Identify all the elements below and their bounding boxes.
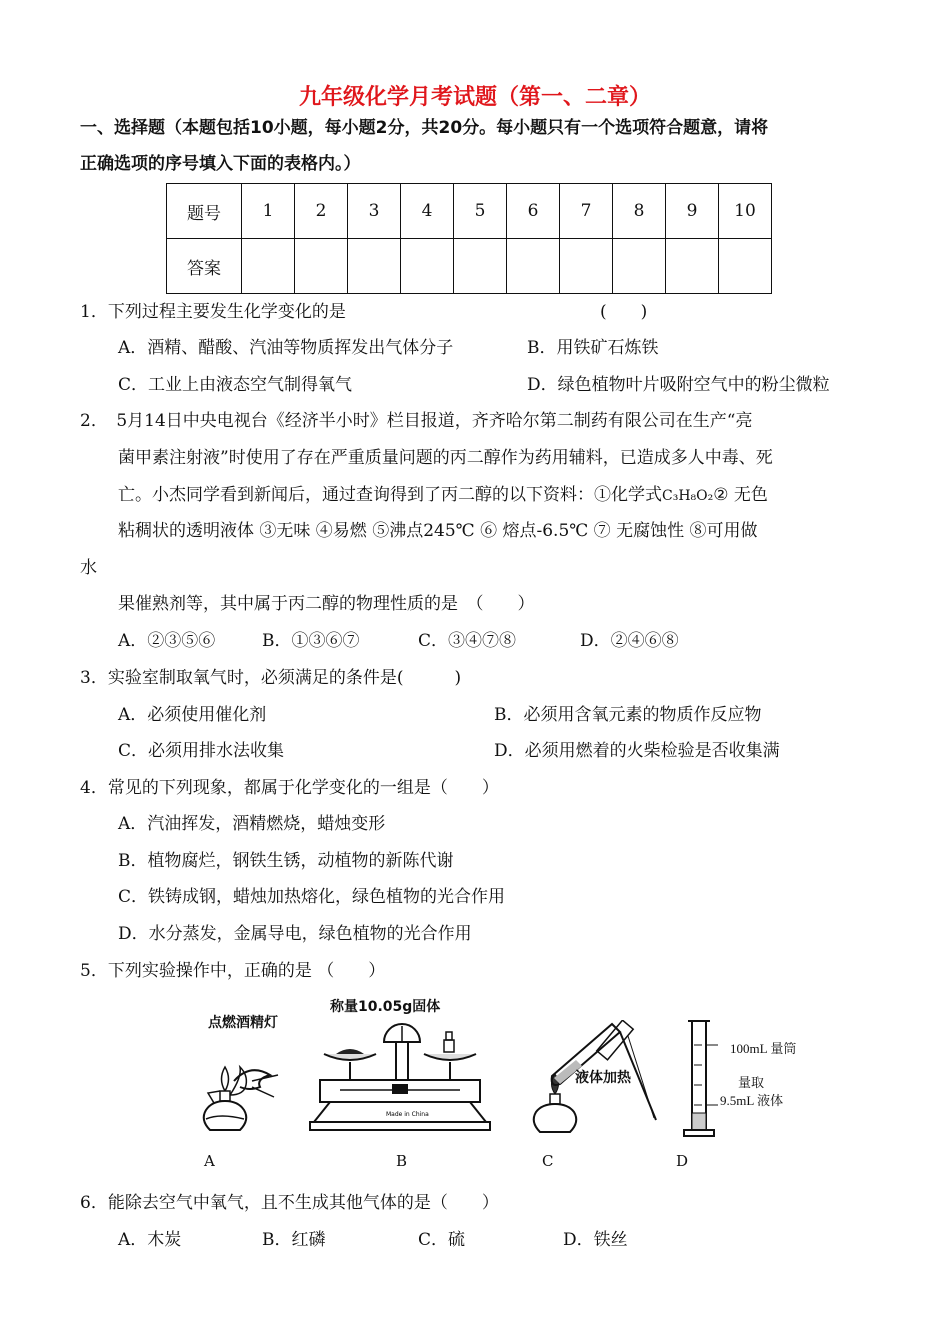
- row-label-answer: 答案: [167, 239, 242, 294]
- answer-cell[interactable]: [719, 239, 772, 294]
- answer-cell[interactable]: [613, 239, 666, 294]
- answer-cell[interactable]: [295, 239, 348, 294]
- q2-line4: 粘稠状的透明液体 ③无味 ④易燃 ⑤沸点245℃ ⑥ 熔点-6.5℃ ⑦ 无腐蚀性 ⑧可用做: [118, 521, 758, 541]
- q2-line1: 2． 5月14日中央电视台《经济半小时》栏目报道，齐齐哈尔第二制药有限公司在生产“亮: [80, 411, 753, 431]
- answer-cell[interactable]: [348, 239, 401, 294]
- fig-b-label: 称量10.05g固体: [330, 999, 441, 1015]
- q1-option-d: D．绿色植物叶片吸附空气中的粉尘微粒: [527, 375, 830, 395]
- answer-table: [166, 183, 772, 294]
- q6-option-a: A．木炭: [118, 1230, 182, 1250]
- q2-formula: C₃H₈O₂: [662, 488, 714, 504]
- answer-cell[interactable]: [666, 239, 719, 294]
- answer-cell[interactable]: [454, 239, 507, 294]
- q1-option-a: A．酒精、醋酸、汽油等物质挥发出气体分子: [118, 338, 454, 358]
- q2-line2: 菌甲素注射液”时使用了存在严重质量问题的丙二醇作为药用辅料，已造成多人中毒、死: [118, 448, 773, 468]
- table-cell: 5: [454, 184, 507, 239]
- q3-option-d: D．必须用燃着的火柴检验是否收集满: [494, 741, 780, 761]
- q2-line6: 果催熟剂等，其中属于丙二醇的物理性质的是 （ ）: [118, 594, 535, 614]
- q1-option-c: C．工业上由液态空气制得氧气: [118, 375, 353, 395]
- page-title: 九年级化学月考试题（第一、二章）: [298, 85, 651, 110]
- table-cell: 10: [719, 184, 772, 239]
- balance-plate-text: Made in China: [386, 1111, 429, 1118]
- fig-d-label-cylinder: 100mL 量筒: [730, 1041, 797, 1056]
- q3-option-a: A．必须使用催化剂: [118, 705, 267, 725]
- q6-option-c: C．硫: [418, 1230, 466, 1250]
- q2-option-a: A．②③⑤⑥: [118, 631, 216, 651]
- q3-option-b: B．必须用含氧元素的物质作反应物: [494, 705, 762, 725]
- q4-option-c: C．铁铸成钢，蜡烛加热熔化，绿色植物的光合作用: [118, 887, 506, 907]
- answer-cell[interactable]: [560, 239, 613, 294]
- q2-option-c: C．③④⑦⑧: [418, 631, 517, 651]
- q6-stem: 6．能除去空气中氧气，且不生成其他气体的是（ ）: [80, 1193, 499, 1213]
- table-cell: 6: [507, 184, 560, 239]
- q4-stem: 4．常见的下列现象，都属于化学变化的一组是（ ）: [80, 778, 499, 798]
- fig-d-option: D: [676, 1152, 689, 1170]
- table-cell: 1: [242, 184, 295, 239]
- table-cell: 2: [295, 184, 348, 239]
- row-label-number: 题号: [167, 184, 242, 239]
- alcohol-lamp-lighting-figure: [190, 1035, 280, 1140]
- q6-option-b: B．红磷: [262, 1230, 326, 1250]
- q1-stem: 1．下列过程主要发生化学变化的是: [80, 302, 346, 322]
- q3-option-c: C．必须用排水法收集: [118, 741, 285, 761]
- fig-d-label-measure: 量取: [738, 1075, 765, 1090]
- fig-b-option: B: [396, 1152, 408, 1170]
- q1-blank: ( ): [600, 302, 648, 322]
- answer-cell[interactable]: [507, 239, 560, 294]
- section-heading-line2: 正确选项的序号填入下面的表格内。）: [80, 154, 361, 174]
- section-heading-line1: 一、选择题（本题包括10小题，每小题2分，共20分。每小题只有一个选项符合题意，请将: [80, 118, 769, 138]
- table-cell: 4: [401, 184, 454, 239]
- table-cell: 9: [666, 184, 719, 239]
- q6-option-d: D．铁丝: [563, 1230, 628, 1250]
- fig-c-option: C: [542, 1152, 554, 1170]
- table-cell: 3: [348, 184, 401, 239]
- table-cell: 7: [560, 184, 613, 239]
- q4-option-a: A．汽油挥发，酒精燃烧，蜡烛变形: [118, 814, 386, 834]
- q2-line3-text: 亡。小杰同学看到新闻后，通过查询得到了丙二醇的以下资料：①化学式: [118, 485, 662, 505]
- table-row: [167, 239, 772, 294]
- fig-a-label: 点燃酒精灯: [208, 1015, 278, 1031]
- q2-line3: [118, 480, 768, 505]
- table-row: [167, 184, 772, 239]
- q2-line5: 水: [80, 558, 97, 578]
- fig-a-option: A: [204, 1152, 215, 1170]
- q2-option-b: B．①③⑥⑦: [262, 631, 360, 651]
- table-cell: 8: [613, 184, 666, 239]
- q1-option-b: B．用铁矿石炼铁: [527, 338, 659, 358]
- q2-line3b: ② 无色: [713, 485, 768, 505]
- balance-figure: [300, 1014, 500, 1139]
- q3-stem: 3．实验室制取氧气时，必须满足的条件是( ): [80, 668, 462, 688]
- fig-c-label: 液体加热: [575, 1070, 631, 1086]
- answer-cell[interactable]: [242, 239, 295, 294]
- q2-option-d: D．②④⑥⑧: [580, 631, 679, 651]
- graduated-cylinder-figure: [680, 1015, 720, 1140]
- q4-option-b: B．植物腐烂，钢铁生锈，动植物的新陈代谢: [118, 851, 454, 871]
- answer-cell[interactable]: [401, 239, 454, 294]
- q4-option-d: D．水分蒸发，金属导电，绿色植物的光合作用: [118, 924, 472, 944]
- fig-d-label-volume: 9.5mL 液体: [720, 1093, 784, 1108]
- q5-stem: 5．下列实验操作中，正确的是 （ ）: [80, 961, 386, 981]
